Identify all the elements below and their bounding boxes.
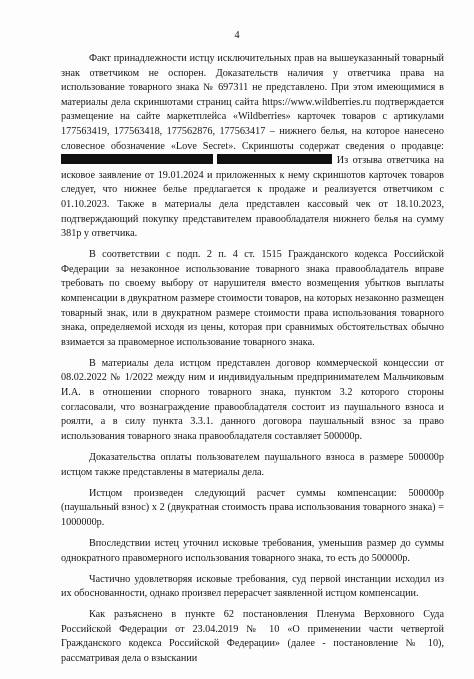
paragraph-6: Впоследствии истец уточнил исковые требования, уменьшив размер до суммы однократного правомерного использования товарного знака, то есть до 500000р. — [61, 537, 444, 564]
paragraph-7: Частично удовлетворяя исковые требования, суд первой инстанции исходил из их обоснованности, однако произвел перерасчет заявленной истцом компенсации. — [61, 573, 444, 600]
paragraph-4: Доказательства оплаты пользователем паушального взноса в размере 500000р истцом также представлены в материалы дела. — [61, 451, 444, 478]
document-body — [61, 52, 444, 673]
paragraph-5: Истцом произведен следующий расчет суммы компенсации: 500000р (паушальный взнос) x 2 (двукратная стоимость права использования товарного знака) = 1000000р. — [61, 487, 444, 528]
paragraph-2: В соответствии с подп. 2 п. 4 ст. 1515 Гражданского кодекса Российской Федерации за незаконное использование товарного знака правообладатель вправе требовать по своему выбору от нарушителя вместо возмещения убытков выплаты компенсации в двукратном размере стоимости товаров, на которых незаконно размещен товарный знак, или в двукратном размере стоимости права использования товарного знака, определяемой исходя из цены, которая при сравнимых обстоятельствах обычно взимается за правомерное использование товарного знака. — [61, 249, 444, 348]
redaction-bar — [61, 154, 213, 164]
paragraph-1 — [61, 52, 444, 242]
redaction-bar — [217, 154, 332, 164]
page-number: 4 — [234, 30, 240, 41]
paragraph-1-text-b: Из отзыва ответчика на исковое заявление от 19.01.2024 и приложенных к нему скриншотов карточек товаров следует, что нижнее белье предлагается к продаже и реализуется ответчиком с 01.10.2023. Также в материалы дела представлен кассовый чек от 18.10.2023, подтверждающий покупку представителем правообладателя нижнего белья на сумму 381р у ответчика. — [61, 155, 444, 240]
paragraph-1-text-a: Факт принадлежности истцу исключительных прав на вышеуказанный товарный знак ответчиком не оспорен. Доказательств наличия у ответчика права на использование товарного знака № 697311 не представлено. При этом имеющимися в материалы дела скриншотами страниц сайта https://www.wildberries.ru подтверждается размещение на сайте маркетплейса «Wildberries» карточек товаров с артикулами 177563419, 177563418, 177562876, 177563417 – нижнего белья, на которое нанесено словесное обозначение «Love Secret». Скриншоты содержат сведения о продавце: — [61, 53, 444, 152]
paragraph-8: Как разъяснено в пункте 62 постановления Пленума Верховного Суда Российской Федерации от 23.04.2019 № 10 «О применении части четвертой Гражданского кодекса Российской Федерации» (далее - постановление № 10), рассматривая дела о взыскании — [61, 609, 444, 665]
paragraph-3: В материалы дела истцом представлен договор коммерческой концессии от 08.02.2022 № 1/2022 между ним и индивидуальным предпринимателем Мальчиковым И.А. в отношении спорного товарного знака, пунктом 3.2 которого стороны согласовали, что вознаграждение правообладателя состоит из паушального взноса и роялти, а в силу пункта 3.3.1. данного договора паушальный взнос за право использования товарного знака правообладателя составляет 500000р. — [61, 357, 444, 442]
